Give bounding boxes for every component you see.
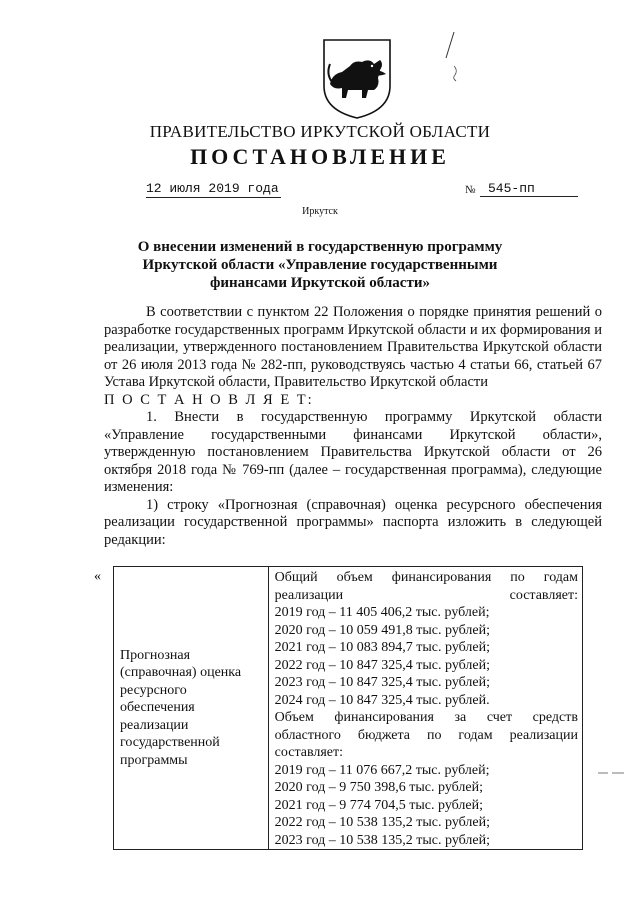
document-type-heading: ПОСТАНОВЛЕНИЕ [190, 144, 450, 169]
resource-label-text: Прогнозная (справочная) оценка ресурсного обеспечения реализации государственной программы [120, 647, 242, 768]
total-funding-row: 2024 год – 10 847 325,4 тыс. рублей. [274, 692, 490, 708]
regional-funding-row: 2023 год – 10 538 135,2 тыс. рублей; [274, 832, 491, 848]
regional-funding-row: 2021 год – 9 774 704,5 тыс. рублей; [274, 797, 484, 813]
regional-funding-row: 2022 год – 10 538 135,2 тыс. рублей; [274, 815, 491, 830]
document-title: О внесении изменений в государственную программу Иркутской области «Управление государственными финансами Иркутской области» [137, 239, 503, 291]
total-funding-row: 2020 год – 10 059 491,8 тыс. рублей; [274, 622, 491, 638]
coat-of-arms-emblem [320, 38, 394, 120]
resource-table-values-cell [268, 567, 582, 850]
number-label: № [465, 184, 476, 196]
regional-funding-heading: Объем финансирования за счет средств областного бюджета по годам реализации составляет: [274, 710, 578, 760]
document-date: 12 июля 2019 года [146, 181, 279, 196]
total-funding-row: 2019 год – 11 405 406,2 тыс. рублей; [274, 605, 490, 620]
preamble-paragraph: В соответствии с пунктом 22 Положения о порядке принятия решений о разработке государственных программ Иркутской области и их формирования и реализации, утвержденного постановлением Правительства Иркутской области от 26 июля 2013 года № 282-пп, руководствуясь частью 4 статьи 66, статьей 67 Устава Иркутской области, Правительство Иркутской области [104, 304, 602, 390]
item-1-paragraph: 1. Внести в государственную программу Иркутской области «Управление государственными финансами Иркутской области», утвержденную постановлением Правительства Иркутской области от 26 октября 2018 года № 769-пп (далее – государственная программа), следующие изменения: [104, 409, 602, 495]
open-quote-mark: « [94, 569, 101, 584]
document-city: Иркутск [302, 206, 338, 217]
resource-table-label-cell [114, 567, 269, 850]
regional-funding-row: 2020 год – 9 750 398,6 тыс. рублей; [274, 780, 484, 795]
pen-mark-decoration [440, 28, 470, 84]
item-1-1-paragraph: 1) строку «Прогнозная (справочная) оценка ресурсного обеспечения реализации государственной программы» паспорта изложить в следующей редакции: [104, 496, 602, 548]
resource-table [113, 566, 583, 850]
total-funding-row: 2021 год – 10 083 894,7 тыс. рублей; [274, 640, 491, 655]
document-number: 545-пп [480, 181, 578, 197]
regional-funding-row: 2019 год – 11 076 667,2 тыс. рублей; [274, 762, 490, 778]
government-name: ПРАВИТЕЛЬСТВО ИРКУТСКОЙ ОБЛАСТИ [149, 122, 491, 141]
decree-heading: П О С Т А Н О В Л Я Е Т: [104, 391, 314, 408]
document-body [104, 304, 602, 549]
total-funding-row: 2022 год – 10 847 325,4 тыс. рублей; [274, 657, 491, 673]
scan-dash-decoration [596, 768, 626, 778]
total-funding-row: 2023 год – 10 847 325,4 тыс. рублей; [274, 675, 491, 690]
total-funding-heading: Общий объем финансирования по годам реализации составляет: [274, 570, 578, 603]
